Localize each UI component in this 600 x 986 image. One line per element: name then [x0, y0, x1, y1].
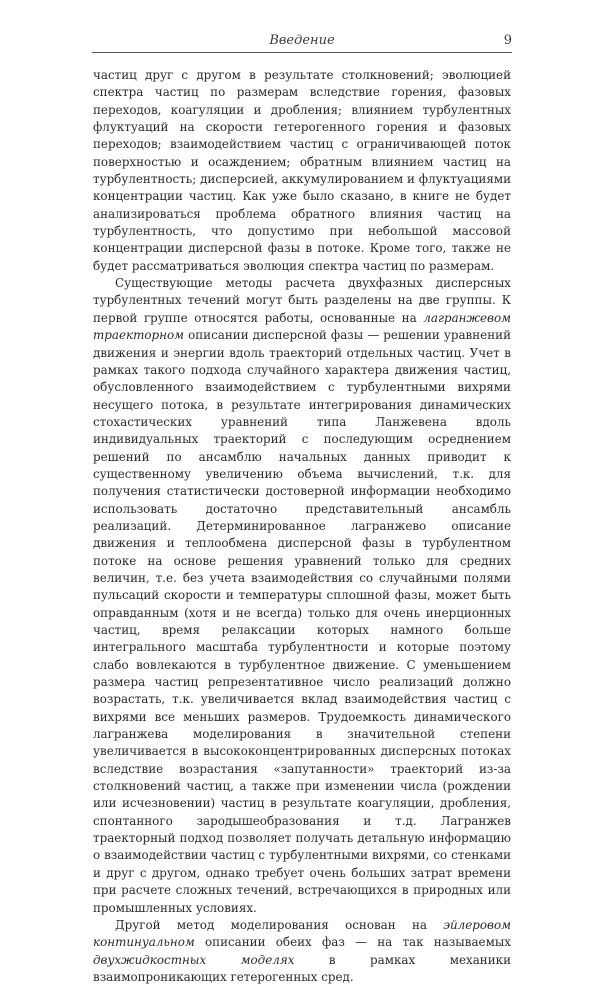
- header-title: Введение: [269, 33, 335, 48]
- page-number: 9: [503, 33, 512, 48]
- paragraph-2-text-before: Существующие методы расчета двухфазных дисперсных турбулентных течений могут быть разделены на две группы. К первой группе относятся работы, основанные на: [93, 276, 511, 325]
- paragraph-2-emphasis: лагранжевом траекторном: [93, 310, 511, 343]
- paragraph-3: [93, 917, 511, 986]
- body-text: [93, 67, 511, 986]
- paragraph-1: [93, 67, 511, 275]
- paragraph-2-text-after: описании дисперсной фазы — решении уравнений движения и энергии вдоль траекторий отдельных частиц. Учет в рамках такого подхода случайного характера движения частиц, обусловленного взаимодействием с турбулентными вихрями несущего потока, в результате интегрирования динамических стохастических уравнений типа Ланжевена вдоль индивидуальных траекторий с последующим осреднением решений по ансамблю начальных данных приводит к существенному увеличению объема вычислений, т.к. для получения статистически достоверной информации необходимо использовать достаточно представительный ансамбль реализаций. Детерминированное лагранжево описание движения и теплообмена дисперсной фазы в турбулентном потоке на основе решения уравнений только для средних величин, т.е. без учета взаимодействия со случайными полями пульсаций скорости и температуры сплошной фазы, может быть оправданным (хотя и не всегда) только для очень инерционных частиц, время релаксации которых намного больше интегрального масштаба турбулентности и которые поэтому слабо вовлекаются в турбулентное движение. С уменьшением размера частиц репрезентативное число реализаций должно возрастать, т.к. увеличивается вклад взаимодействия частиц с вихрями все меньших размеров. Трудоемкость динамического лагранжева моделирования в значительной степени увеличивается в высококонцентрированных дисперсных потоках вследствие возрастания «запутанности» траекторий из-за столкновений частиц, а также при изменении числа (рождении или исчезновении) частиц в результате коагуляции, дробления, спонтанного зародышеобразования и т.д. Лагранжев траекторный подход позволяет получать детальную информацию о взаимодействии частиц с турбулентными вихрями, со стенками и друг с другом, однако требует очень больших затрат времени при расчете сложных течений, встречающихся в природных или промышленных условиях.: [93, 328, 511, 915]
- paragraph-1-text: частиц друг с другом в результате столкновений; эволюцией спектра частиц по размерам вследствие горения, фазовых переходов, коагуляции и дробления; влиянием турбулентных флуктуаций на скорости гетерогенного горения и фазовых переходов; взаимодействием частиц с ограничивающей поток поверхностью и осаждением; обратным влиянием частиц на турбулентность; дисперсией, аккумулированием и флуктуациями концентрации частиц. Как уже было сказано, в книге не будет анализироваться проблема обратного влияния частиц на турбулентность, что допустимо при небольшой массовой концентрации дисперсной фазы в потоке. Кроме того, также не будет рассматриваться эволюция спектра частиц по размерам.: [93, 68, 511, 273]
- paragraph-2: [93, 275, 511, 917]
- paragraph-3-emphasis-1: эйлеровом континуальном: [93, 917, 511, 950]
- paragraph-3-emphasis-2: двухжидкостных моделях: [93, 952, 295, 967]
- paragraph-3-text-before: Другой метод моделирования основан на: [115, 917, 444, 932]
- header-rule: [92, 52, 512, 53]
- paragraph-3-text-after: в рамках механики взаимопроникающих гетерогенных сред.: [93, 952, 511, 984]
- paragraph-3-text-middle: описании обеих фаз — на так называемых: [194, 935, 511, 950]
- running-header: [92, 33, 512, 55]
